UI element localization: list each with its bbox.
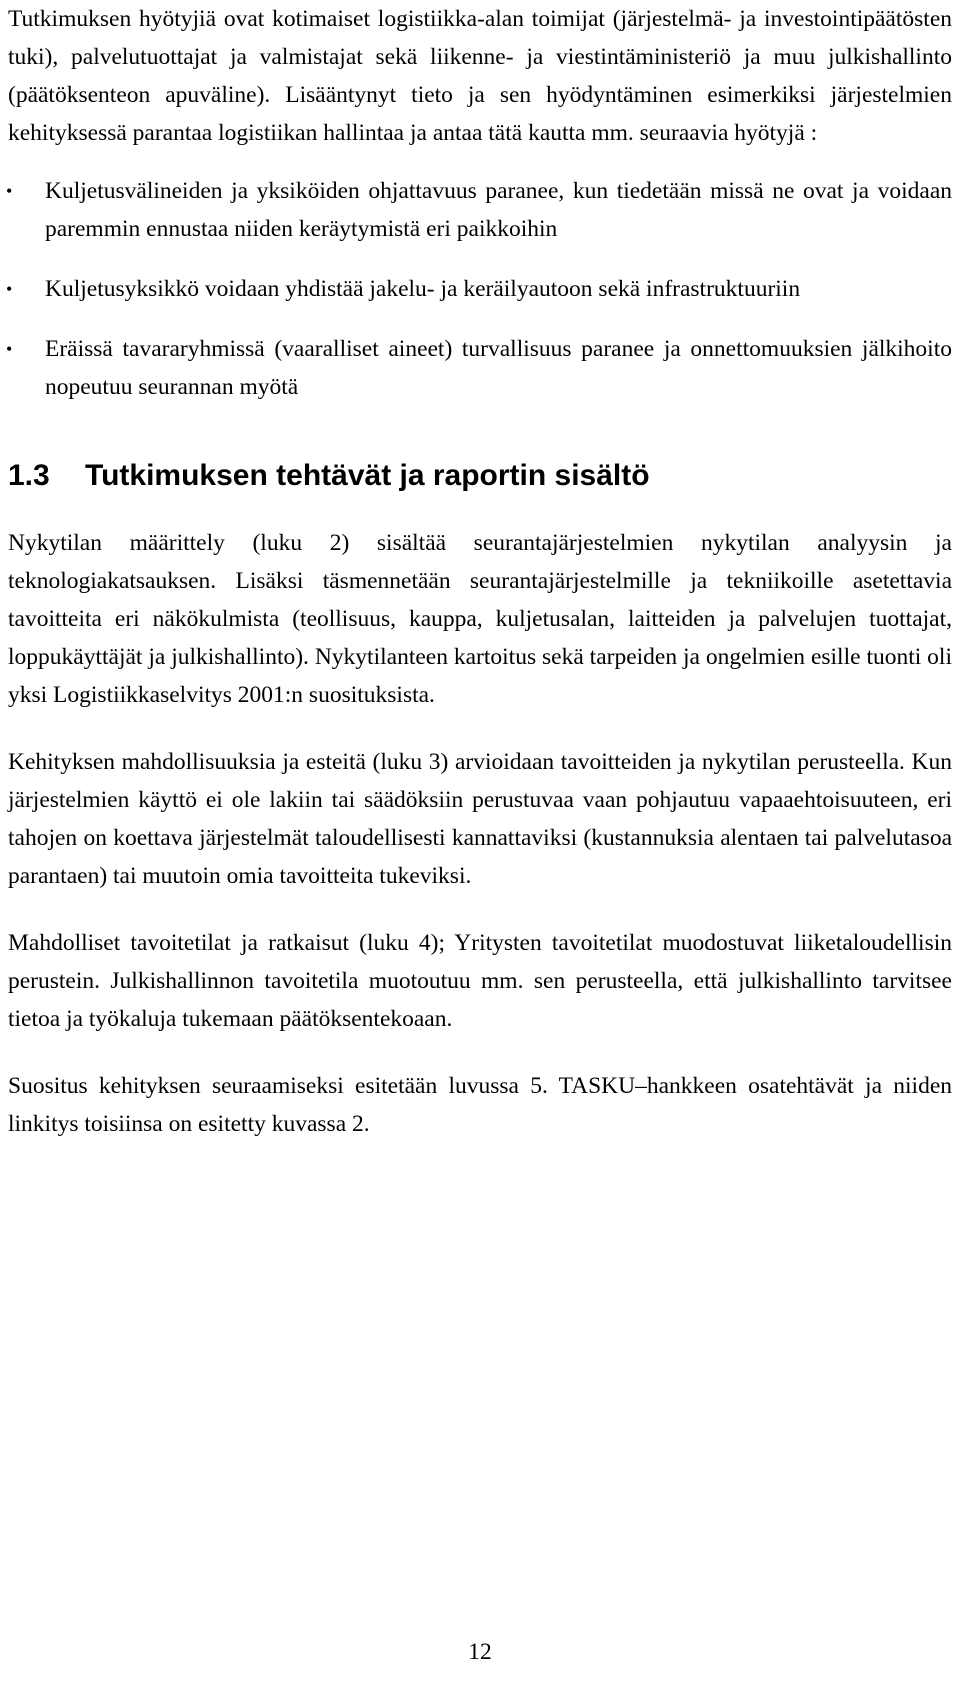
body-paragraph: Mahdolliset tavoitetilat ja ratkaisut (luku 4); Yritysten tavoitetilat muodostuvat liiketaloudellisin perustein. Julkishallinnon tavoitetila muotoutuu mm. sen perusteella, että julkishallinto tarvitsee tietoa ja työkaluja tukemaan päätöksentekoaan.	[8, 930, 952, 1032]
document-page	[8, 0, 952, 1172]
list-item-text: Kuljetusvälineiden ja yksiköiden ohjattavuus paranee, kun tiedetään missä ne ovat ja voidaan paremmin ennustaa niiden keräytymistä eri paikkoihin	[45, 178, 952, 242]
body-paragraph: Suositus kehityksen seuraamiseksi esitetään luvussa 5. TASKU–hankkeen osatehtävät ja niiden linkitys toisiinsa on esitetty kuvassa 2.	[8, 1073, 952, 1137]
list-item-text: Kuljetusyksikkö voidaan yhdistää jakelu- ja keräilyautoon sekä infrastruktuuriin	[45, 276, 801, 302]
bullet-icon: •	[6, 279, 13, 299]
page-number: 12	[468, 1639, 492, 1665]
body-paragraph: Kehityksen mahdollisuuksia ja esteitä (luku 3) arvioidaan tavoitteiden ja nykytilan perusteella. Kun järjestelmien käyttö ei ole lakiin tai säädöksiin perustuvaa vaan pohjautuu vapaaehtoisuuteen, eri tahojen on koettava järjestelmät taloudellisesti kannattaviksi (kustannuksia alentaen tai palvelutasoa parantaen) tai muutoin omia tavoitteita tukeviksi.	[8, 749, 952, 889]
body-paragraph: Nykytilan määrittely (luku 2) sisältää seurantajärjestelmien nykytilan analyysin ja teknologiakatsauksen. Lisäksi täsmennetään seurantajärjestelmille ja tekniikoille asetettavia tavoitteita eri näkökulmista (teollisuus, kauppa, kuljetusalan, laitteiden ja palvelujen tuottajat, loppukäyttäjät ja julkishallinto). Nykytilanteen kartoitus sekä tarpeiden ja ongelmien esille tuonti oli yksi Logistiikkaselvitys 2001:n suosituksista.	[8, 530, 952, 708]
list-item	[8, 270, 952, 308]
list-item-text: Eräissä tavararyhmissä (vaaralliset aineet) turvallisuus paranee ja onnettomuuksien jälkihoito nopeutuu seurannan myötä	[45, 336, 952, 400]
section-title: Tutkimuksen tehtävät ja raportin sisältö	[85, 459, 650, 492]
benefits-list	[8, 172, 952, 406]
list-item	[8, 172, 952, 248]
section-heading	[8, 456, 952, 496]
bullet-icon: •	[6, 181, 13, 201]
list-item	[8, 330, 952, 406]
bullet-icon: •	[6, 339, 13, 359]
intro-paragraph: Tutkimuksen hyötyjiä ovat kotimaiset logistiikka-alan toimijat (järjestelmä- ja investointipäätösten tuki), palvelutuottajat ja valmistajat sekä liikenne- ja viestintäministeriö ja muu julkishallinto (päätöksenteon apuväline). Lisääntynyt tieto ja sen hyödyntäminen esimerkiksi järjestelmien kehityksessä parantaa logistiikan hallintaa ja antaa tätä kautta mm. seuraavia hyötyjä :	[8, 6, 952, 146]
section-number: 1.3	[8, 459, 50, 492]
